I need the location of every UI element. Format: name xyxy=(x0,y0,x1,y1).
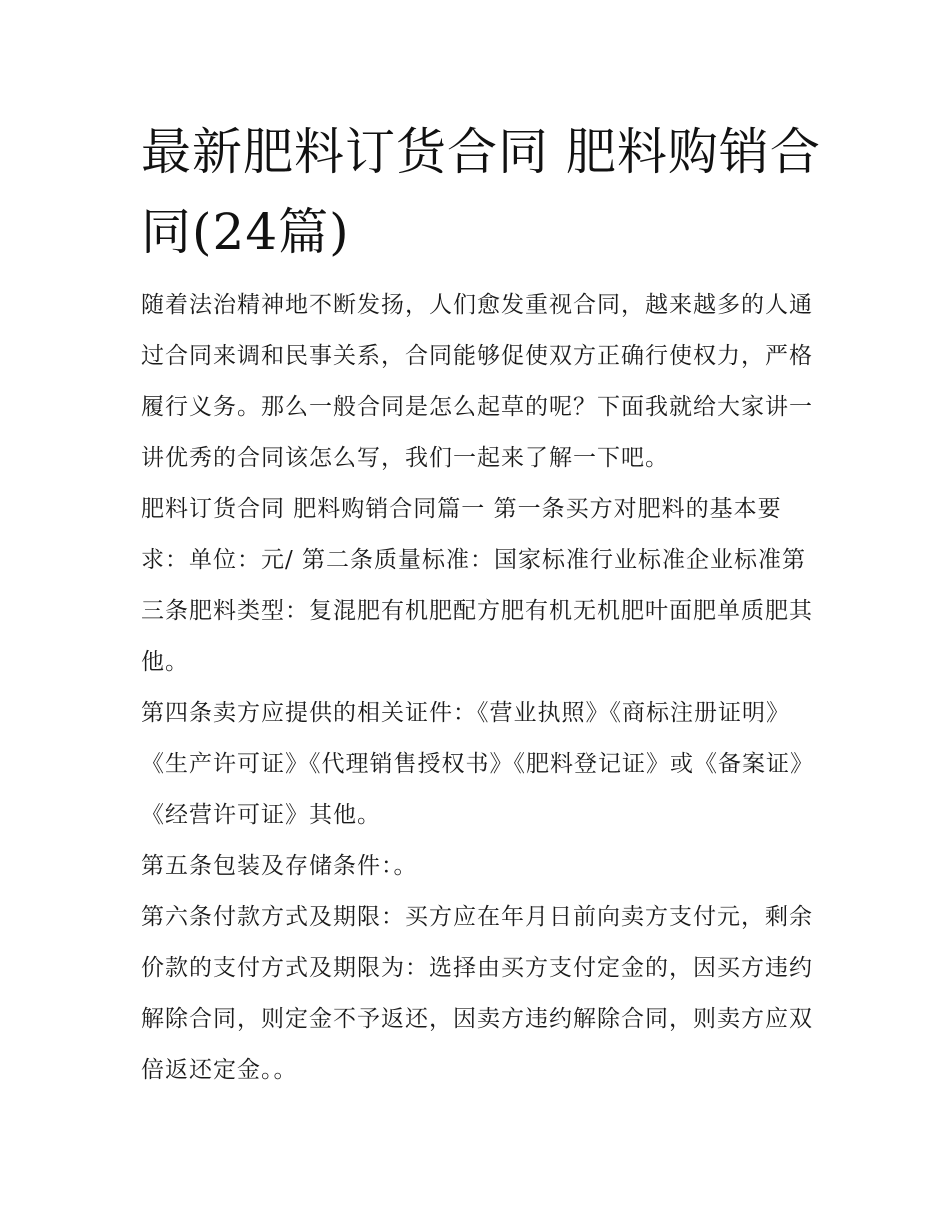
clause-paragraph-4: 第四条卖方应提供的相关证件：《营业执照》《商标注册证明》《生产许可证》《代理销售授权书》《肥料登记证》或《备案证》《经营许可证》其他。 xyxy=(141,700,814,828)
document-title: 最新肥料订货合同 肥料购销合同(24篇) xyxy=(141,123,821,261)
clause-paragraph-6: 第六条付款方式及期限：买方应在年月日前向卖方支付元，剩余价款的支付方式及期限为：选择由买方支付定金的，因买方违约解除合同，则定金不予返还，因卖方违约解除合同，则卖方应双倍返还定金。。 xyxy=(141,904,813,1083)
clause-paragraph-1-3: 肥料订货合同 肥料购销合同篇一 第一条买方对肥料的基本要求：单位：元/ 第二条质量标准：国家标准行业标准企业标准第三条肥料类型：复混肥有机肥配方肥有机无机肥叶面肥单质肥其他。 xyxy=(141,496,813,675)
document-page xyxy=(141,112,821,1096)
intro-paragraph: 随着法治精神地不断发扬，人们愈发重视合同，越来越多的人通过合同来调和民事关系，合同能够促使双方正确行使权力，严格履行义务。那么一般合同是怎么起草的呢？下面我就给大家讲一讲优秀的合同该怎么写，我们一起来了解一下吧。 xyxy=(141,292,813,471)
clause-paragraph-5: 第五条包装及存储条件：。 xyxy=(141,853,418,879)
